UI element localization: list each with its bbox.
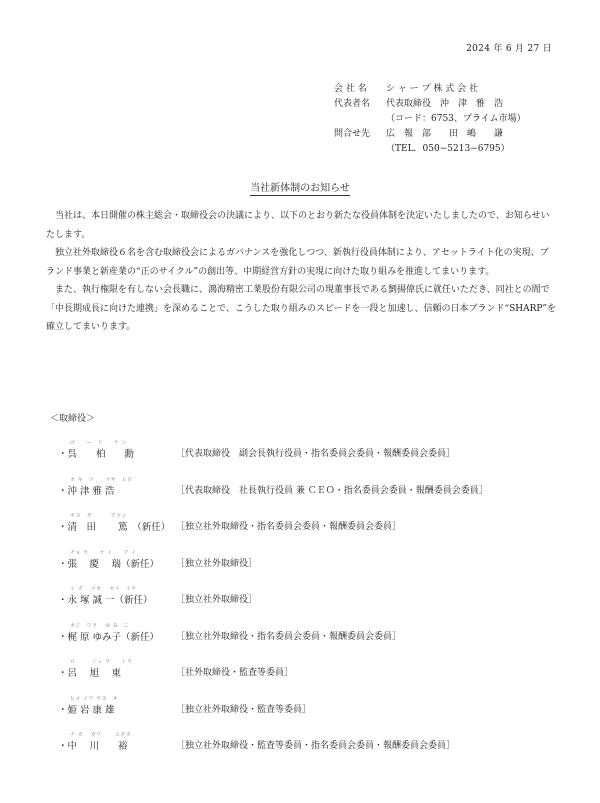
company-value: シ ャ ー プ 株 式 会 社 (386, 84, 479, 94)
director-role: ［独立社外取締役・指名委員会委員・報酬委員会委員］ (176, 522, 402, 532)
representative-value: 代表取締役 沖 津 雅 浩 (386, 99, 504, 109)
company-info-block (334, 84, 526, 159)
tel-row (334, 144, 526, 159)
name-reading: ヒメ イワ ヤス オ (70, 695, 119, 702)
company-row (334, 84, 526, 99)
name-reading: オ キ ツ マサ ヒロ (70, 476, 133, 483)
paragraph: 当社は、本日開催の株主総会・取締役会の決議により、以下のとおり新たな役員体制を決定いたしましたので、お知らせいたします。 (46, 211, 550, 240)
paragraph: また、執行権限を有しない会長職に、鴻海精密工業股份有限公司の現董事長である劉揚偉氏に就任いただき、同社との間で「中長期成長に向けた連携」を深めることで、こうした取り組みのスピードを一段と加速し、信頼の日本ブランド“SHARP”を確立してまいります。 (46, 285, 557, 332)
section-heading-directors: ＜取締役＞ (50, 414, 96, 424)
stock-code-row (334, 114, 526, 129)
director-role: ［独立社外取締役・監査等委員・指名委員会委員・報酬委員会委員］ (176, 741, 456, 751)
representative-label: 代表者名 (334, 99, 371, 109)
company-label: 会 社 名 (334, 84, 367, 94)
stock-code-value: （コード：6753、プライム市場） (386, 114, 526, 124)
document-date: 2024 年 6 月 27 日 (466, 44, 552, 54)
name-reading: ゴ ー ド ケ ン (70, 440, 128, 446)
director-role: ［独立社外取締役・指名委員会委員・報酬委員会委員］ (176, 631, 402, 642)
director-name: ・永 塚 誠 一（新任） (58, 595, 153, 606)
director-item (58, 732, 558, 769)
director-item (58, 477, 558, 514)
director-name: ・梶 原 ゆみ子（新任） (58, 631, 160, 643)
name-reading: チョ ウ ケ イ ア イ (70, 549, 137, 556)
announcement-body (46, 207, 556, 337)
director-role: ［独立社外取締役］ (176, 595, 258, 605)
document-title-text: 当社新体制のお知らせ (250, 183, 350, 194)
director-item (58, 513, 558, 550)
director-item (58, 440, 558, 477)
director-role: ［独立社外取締役］ (176, 558, 258, 569)
director-item (58, 696, 558, 733)
director-name: ・中 川 裕 (58, 741, 128, 752)
director-item (58, 550, 558, 587)
name-reading: イ ズ ツカ セイ イチ (70, 586, 137, 592)
director-name: ・張 慶 瑞（新任） (58, 558, 160, 570)
director-role: ［代表取締役 社長執行役員 兼 ＣＥＯ・指名委員会委員・報酬委員会委員］ (176, 485, 488, 496)
name-reading: ナ カ ガワ ユタカ (70, 732, 132, 738)
representative-row (334, 99, 526, 114)
contact-label: 問合せ先 (334, 129, 371, 139)
name-reading: キヨ タ アツシ (70, 513, 128, 519)
director-list (58, 440, 558, 769)
contact-row (334, 129, 526, 144)
tel-value: （TEL．050−5213−6795） (386, 144, 510, 154)
director-item (58, 659, 558, 696)
director-name: ・清 田 篤 （新任） (58, 522, 171, 533)
director-role: ［代表取締役 副会長執行役員・指名委員会委員・報酬委員会委員］ (176, 449, 456, 459)
name-reading: ロ ジュ ウ トウ (70, 659, 133, 665)
document-title (0, 183, 600, 196)
director-item (58, 586, 558, 623)
director-name: ・沖 津 雅 浩 (58, 485, 115, 497)
director-role: ［社外取締役・監査等委員］ (176, 668, 294, 678)
contact-value: 広 報 部 田 嶋 謙 (386, 129, 504, 139)
director-item (58, 623, 558, 660)
name-reading: カジ ワラ ゆ み こ (70, 622, 130, 629)
director-name: ・姫 岩 康 雄 (58, 704, 115, 716)
director-name: ・呉 柏 勳 (58, 449, 135, 460)
director-role: ［独立社外取締役・監査等委員］ (176, 704, 312, 715)
director-name: ・呂 旭 東 (58, 668, 122, 679)
paragraph: 独立社外取締役６名を含む取締役会によるガバナンスを強化しつつ、新執行役員体制により、アセットライト化の実現、ブランド事業と新産業の“正のサイクル”の創出等、中期経営方針の実現に向けた取り組みを推進してまいります。 (46, 248, 549, 277)
